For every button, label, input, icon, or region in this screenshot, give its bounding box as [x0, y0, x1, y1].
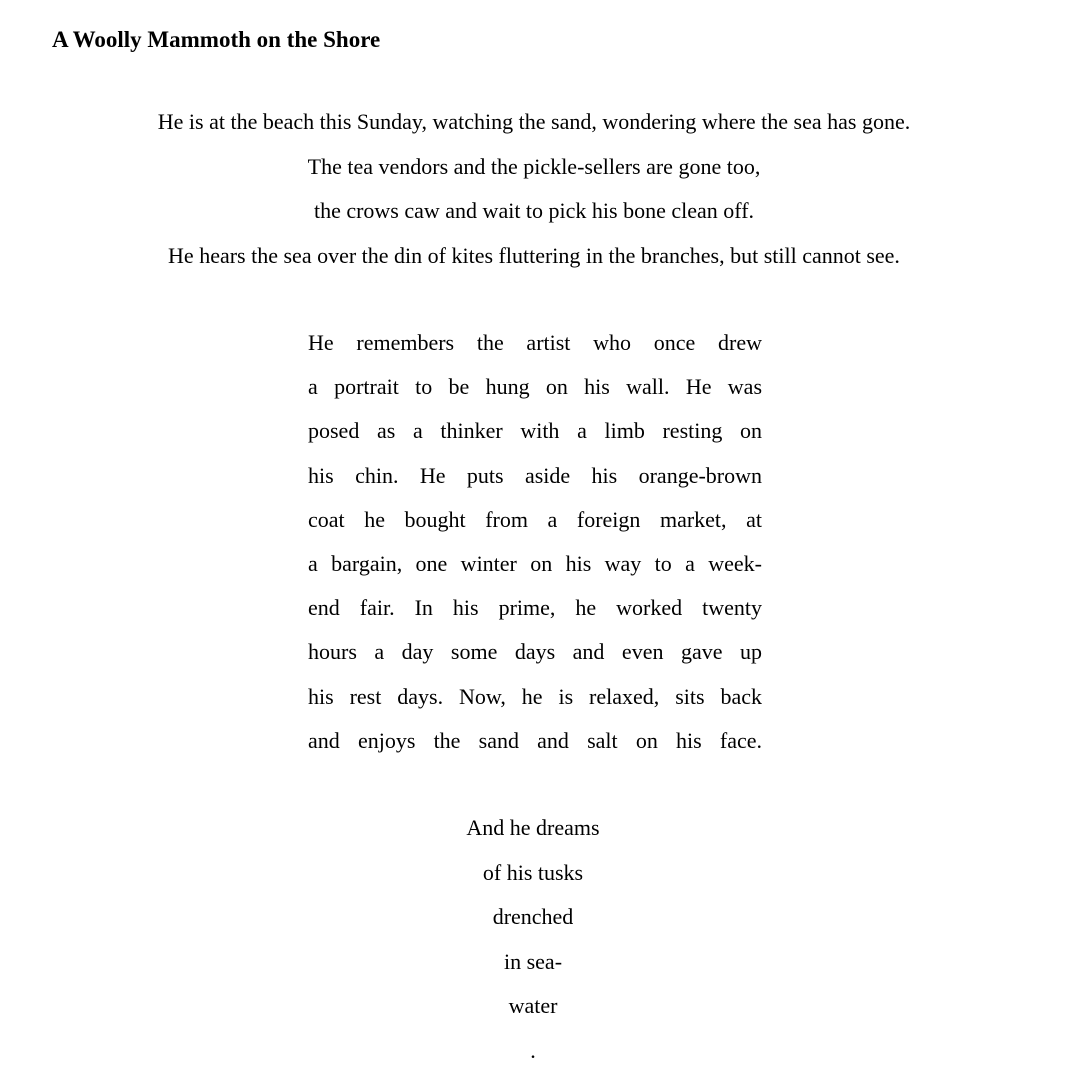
stanza-one-line: the crows caw and wait to pick his bone clean off.: [313, 198, 755, 223]
stanza-two-line: a bargain, one winter on his way to a week-: [308, 551, 762, 577]
stanza-two-line: hours a day some days and even gave up: [308, 639, 762, 665]
stanza-three-tapered: [383, 806, 683, 1073]
stanza-two-line: his rest days. Now, he is relaxed, sits back: [308, 683, 762, 709]
stanza-three-line: water: [508, 993, 558, 1018]
stanza-three-line: in sea-: [503, 948, 563, 974]
stanza-three-line: of his tusks: [482, 859, 584, 885]
stanza-three-line: drenched: [492, 904, 574, 929]
stanza-two-line: end fair. In his prime, he worked twenty: [308, 595, 762, 621]
stanza-two-line: his chin. He puts aside his orange-brown: [308, 462, 762, 488]
stanza-one-line: He is at the beach this Sunday, watching the sand, wondering where the sea has gone.: [157, 109, 911, 134]
stanza-three-final-period: .: [530, 1037, 536, 1063]
stanza-two-justified-block: [308, 321, 762, 763]
poem-title: A Woolly Mammoth on the Shore: [52, 27, 381, 52]
stanza-two-line: He remembers the artist who once drew: [308, 330, 762, 355]
stanza-one: [0, 100, 1068, 278]
stanza-two-line: and enjoys the sand and salt on his face.: [308, 727, 762, 753]
stanza-one-line: The tea vendors and the pickle-sellers are gone too,: [307, 153, 761, 179]
stanza-two-line: coat he bought from a foreign market, at: [308, 506, 762, 532]
stanza-three-line: And he dreams: [466, 815, 600, 840]
stanza-two-line: a portrait to be hung on his wall. He was: [308, 374, 762, 400]
stanza-one-line: He hears the sea over the din of kites fluttering in the branches, but still cannot see.: [168, 242, 900, 268]
stanza-two-line: posed as a thinker with a limb resting on: [308, 418, 762, 444]
